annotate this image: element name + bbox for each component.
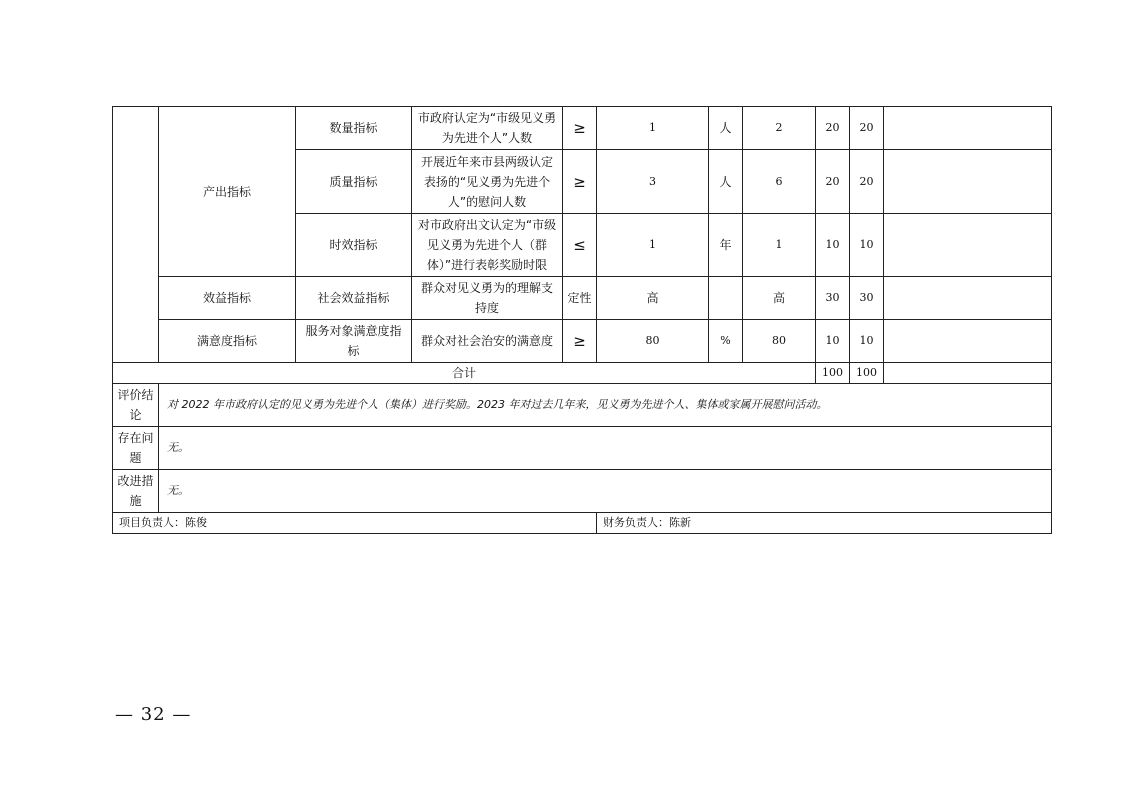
unit: 人: [709, 150, 743, 214]
indicator-content: 群众对社会治安的满意度: [412, 320, 563, 363]
total-note: [884, 363, 1052, 384]
weight: 10: [816, 214, 850, 277]
performance-evaluation-table: [112, 106, 1052, 534]
weight: 30: [816, 277, 850, 320]
satisfaction-indicator-label: 满意度指标: [159, 320, 296, 363]
actual-value: 高: [743, 277, 816, 320]
page-number: — 32 —: [115, 704, 192, 725]
total-score: 100: [850, 363, 884, 384]
score: 20: [850, 150, 884, 214]
unit: 年: [709, 214, 743, 277]
operator: ≤: [563, 214, 597, 277]
table-row: [113, 277, 1052, 320]
score: 30: [850, 277, 884, 320]
weight: 10: [816, 320, 850, 363]
table-row: [113, 320, 1052, 363]
target-value: 高: [597, 277, 709, 320]
conclusion-text: 对 2022 年市政府认定的见义勇为先进个人（集体）进行奖励。2023 年对过去几年来，见义勇为先进个人、集体或家属开展慰问活动。: [159, 384, 1052, 427]
operator: ≥: [563, 320, 597, 363]
output-indicator-label: 产出指标: [159, 107, 296, 277]
operator: ≥: [563, 107, 597, 150]
sub-indicator: 数量指标: [296, 107, 412, 150]
problems-row: [113, 427, 1052, 470]
total-weight: 100: [816, 363, 850, 384]
measures-label: 改进措施: [113, 470, 159, 513]
actual-value: 2: [743, 107, 816, 150]
outer-indicator-cell: [113, 107, 159, 363]
target-value: 1: [597, 214, 709, 277]
total-row: [113, 363, 1052, 384]
indicator-content: 对市政府出文认定为“市级见义勇为先进个人（群体）”进行表彰奖励时限: [412, 214, 563, 277]
sub-indicator: 社会效益指标: [296, 277, 412, 320]
score: 10: [850, 214, 884, 277]
note: [884, 214, 1052, 277]
measures-text: 无。: [159, 470, 1052, 513]
problems-text: 无。: [159, 427, 1052, 470]
note: [884, 320, 1052, 363]
score: 10: [850, 320, 884, 363]
unit: %: [709, 320, 743, 363]
weight: 20: [816, 107, 850, 150]
measures-row: [113, 470, 1052, 513]
actual-value: 80: [743, 320, 816, 363]
signature-row: [113, 513, 1052, 534]
finance-lead: 财务负责人：陈新: [597, 513, 1052, 534]
target-value: 3: [597, 150, 709, 214]
unit: [709, 277, 743, 320]
note: [884, 277, 1052, 320]
note: [884, 107, 1052, 150]
note: [884, 150, 1052, 214]
actual-value: 6: [743, 150, 816, 214]
indicator-content: 市政府认定为“市级见义勇为先进个人”人数: [412, 107, 563, 150]
indicator-content: 开展近年来市县两级认定表扬的“见义勇为先进个人”的慰问人数: [412, 150, 563, 214]
total-label: 合计: [113, 363, 816, 384]
target-value: 1: [597, 107, 709, 150]
weight: 20: [816, 150, 850, 214]
target-value: 80: [597, 320, 709, 363]
operator: ≥: [563, 150, 597, 214]
operator: 定性: [563, 277, 597, 320]
unit: 人: [709, 107, 743, 150]
sub-indicator: 服务对象满意度指标: [296, 320, 412, 363]
sub-indicator: 质量指标: [296, 150, 412, 214]
table-row: [113, 107, 1052, 150]
benefit-indicator-label: 效益指标: [159, 277, 296, 320]
actual-value: 1: [743, 214, 816, 277]
score: 20: [850, 107, 884, 150]
conclusion-label: 评价结论: [113, 384, 159, 427]
sub-indicator: 时效指标: [296, 214, 412, 277]
problems-label: 存在问题: [113, 427, 159, 470]
project-lead: 项目负责人：陈俊: [113, 513, 597, 534]
indicator-content: 群众对见义勇为的理解支持度: [412, 277, 563, 320]
conclusion-row: [113, 384, 1052, 427]
